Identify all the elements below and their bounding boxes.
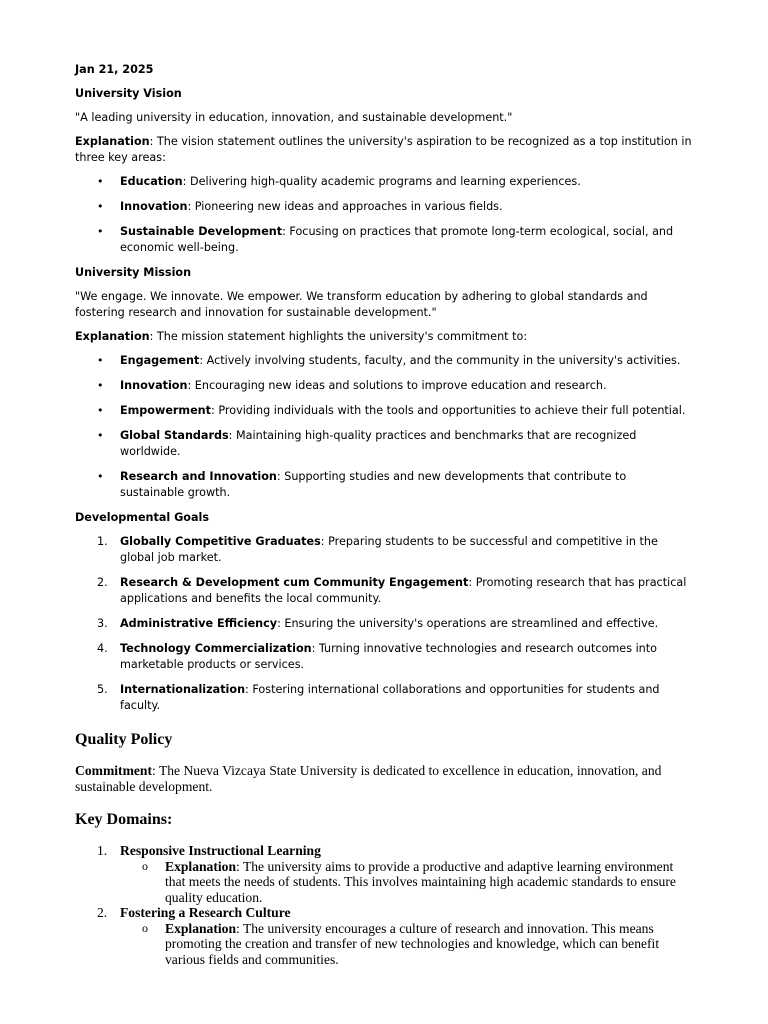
mission-item-term: Innovation xyxy=(120,379,188,392)
commitment-text: : The Nueva Vizcaya State University is dedicated to excellence in education, innovation, and sustainable development. xyxy=(75,763,662,794)
vision-item-innovation xyxy=(75,199,693,215)
mission-item-research-innovation xyxy=(75,469,693,501)
mission-item-text: : Actively involving students, faculty, and the community in the university's activities. xyxy=(199,354,681,367)
goal-number: 4. xyxy=(97,642,108,655)
mission-statement: "We engage. We innovate. We empower. We transform education by adhering to global standards and fostering research and innovation for sustainable development." xyxy=(75,290,648,319)
mission-item-innovation xyxy=(75,378,693,394)
goal-number: 1. xyxy=(97,535,108,548)
vision-item-education xyxy=(75,174,693,190)
vision-item-text: : Focusing on practices that promote long-term ecological, social, and economic well-being. xyxy=(120,225,674,254)
commitment-label: Commitment xyxy=(75,763,153,778)
goal-term: Internationalization xyxy=(120,683,246,696)
vision-item-sustainable-development xyxy=(75,224,693,256)
vision-item-text: : Delivering high-quality academic programs and learning experiences. xyxy=(182,175,581,188)
mission-item-text: : Maintaining high-quality practices and benchmarks that are recognized worldwide. xyxy=(120,429,637,458)
goal-text: : Turning innovative technologies and research outcomes into marketable products or services. xyxy=(120,642,658,671)
sans-section xyxy=(75,62,693,714)
mission-item-text: : Encouraging new ideas and solutions to improve education and research. xyxy=(187,379,607,392)
goal-number: 3. xyxy=(97,617,108,630)
mission-list xyxy=(75,353,693,501)
mission-item-term: Engagement xyxy=(120,354,200,367)
vision-statement: "A leading university in education, innovation, and sustainable development." xyxy=(75,111,513,124)
mission-item-term: Research and Innovation xyxy=(120,470,277,483)
mission-item-text: : Supporting studies and new developments that contribute to sustainable growth. xyxy=(120,470,627,499)
goal-item xyxy=(75,534,693,566)
goal-term: Research & Development cum Community Engagement xyxy=(120,576,469,589)
domain-sublist xyxy=(120,859,693,906)
goal-text: : Ensuring the university's operations are streamlined and effective. xyxy=(277,617,659,630)
domain-sublist xyxy=(120,921,693,968)
vision-item-term: Sustainable Development xyxy=(120,225,283,238)
domain-explanation-label: Explanation xyxy=(165,858,237,874)
goal-text: : Fostering international collaborations and opportunities for students and faculty. xyxy=(120,683,660,712)
goal-term: Technology Commercialization xyxy=(120,642,312,655)
quality-policy-heading: Quality Policy xyxy=(75,731,173,748)
goals-heading: Developmental Goals xyxy=(75,511,210,524)
domain-explanation-label: Explanation xyxy=(165,920,237,936)
vision-explanation-label: Explanation xyxy=(75,135,150,148)
circle-bullet-icon: o xyxy=(142,920,148,935)
mission-item-text: : Providing individuals with the tools and opportunities to achieve their full potential. xyxy=(211,404,686,417)
key-domains-list xyxy=(75,843,693,967)
mission-item-term: Global Standards xyxy=(120,429,229,442)
vision-explanation xyxy=(75,134,693,166)
goal-text: : Promoting research that has practical applications and benefits the local community. xyxy=(120,576,687,605)
domain-explanation-text: : The university aims to provide a productive and adaptive learning environment that meets the needs of students. This involves maintaining high academic standards to ensure quality education. xyxy=(165,858,676,905)
domain-number: 2. xyxy=(97,905,108,920)
goal-term: Administrative Efficiency xyxy=(120,617,278,630)
domain-explanation-text: : The university encourages a culture of research and innovation. This means promoting the creation and transfer of new technologies and knowledge, which can benefit various fields and communities. xyxy=(165,920,660,967)
vision-explanation-text: : The vision statement outlines the university's aspiration to be recognized as a top institution in three key areas: xyxy=(75,135,692,164)
goal-term: Globally Competitive Graduates xyxy=(120,535,321,548)
domain-title: Responsive Instructional Learning xyxy=(120,843,321,858)
goal-text: : Preparing students to be successful and competitive in the global job market. xyxy=(120,535,658,564)
circle-bullet-icon: o xyxy=(142,858,148,873)
goal-number: 5. xyxy=(97,683,108,696)
serif-section xyxy=(75,730,693,967)
goal-item xyxy=(75,616,693,632)
mission-item-engagement xyxy=(75,353,693,369)
mission-explanation-text: : The mission statement highlights the university's commitment to: xyxy=(149,330,528,343)
vision-heading: University Vision xyxy=(75,87,182,100)
vision-item-term: Education xyxy=(120,175,183,188)
goal-item xyxy=(75,682,693,714)
goal-item xyxy=(75,575,693,607)
domain-item xyxy=(75,843,693,905)
vision-item-term: Innovation xyxy=(120,200,188,213)
mission-item-empowerment xyxy=(75,403,693,419)
vision-list xyxy=(75,174,693,256)
mission-item-term: Empowerment xyxy=(120,404,211,417)
domain-item xyxy=(75,905,693,967)
goal-item xyxy=(75,641,693,673)
goals-list xyxy=(75,534,693,714)
domain-explanation xyxy=(120,859,693,906)
document-date: Jan 21, 2025 xyxy=(75,63,154,76)
domain-title: Fostering a Research Culture xyxy=(120,905,291,920)
goal-number: 2. xyxy=(97,576,108,589)
domain-explanation xyxy=(120,921,693,968)
domain-number: 1. xyxy=(97,843,108,858)
mission-item-global-standards xyxy=(75,428,693,460)
key-domains-heading: Key Domains: xyxy=(75,811,173,828)
mission-explanation xyxy=(75,329,693,345)
mission-heading: University Mission xyxy=(75,266,192,279)
mission-explanation-label: Explanation xyxy=(75,330,150,343)
vision-item-text: : Pioneering new ideas and approaches in various fields. xyxy=(187,200,503,213)
quality-commitment xyxy=(75,763,693,794)
